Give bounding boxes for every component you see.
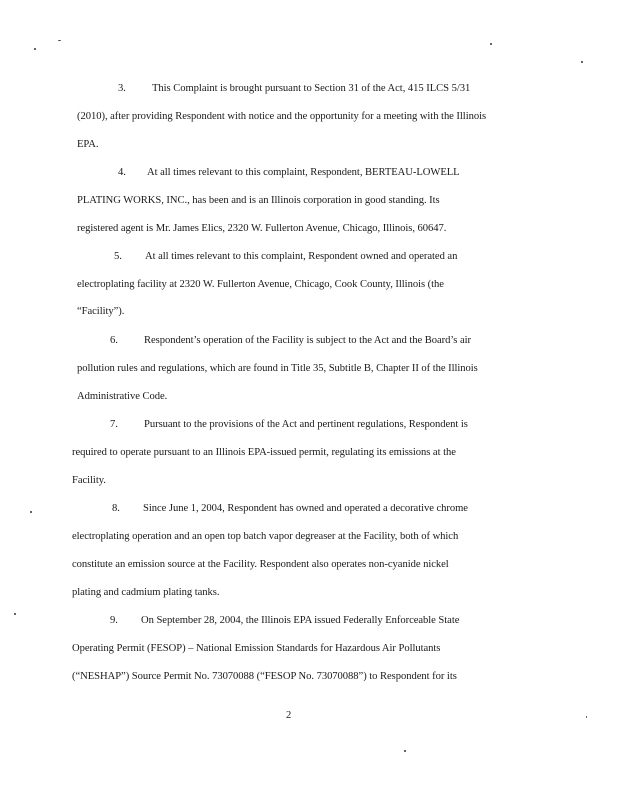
paragraph-number: 9.	[110, 615, 118, 626]
paragraph-line: At all times relevant to this complaint, Respondent owned and operated an	[145, 251, 458, 262]
paragraph-number: 7.	[110, 419, 118, 430]
paragraph-line: electroplating facility at 2320 W. Fullerton Avenue, Chicago, Cook County, Illinois (the	[77, 279, 444, 290]
paragraph-line: (“NESHAP”) Source Permit No. 73070088 (“FESOP No. 73070088”) to Respondent for its	[72, 671, 457, 682]
page-number: 2	[286, 710, 292, 721]
scan-speck	[34, 48, 36, 50]
paragraph-line: required to operate pursuant to an Illinois EPA-issued permit, regulating its emissions at the	[72, 447, 456, 458]
scan-speck	[490, 43, 492, 45]
scan-speck	[581, 61, 583, 63]
paragraph-line: Pursuant to the provisions of the Act and pertinent regulations, Respondent is	[144, 419, 468, 430]
paragraph-line: On September 28, 2004, the Illinois EPA issued Federally Enforceable State	[141, 615, 460, 626]
scan-speck	[14, 613, 16, 615]
paragraph-line: (2010), after providing Respondent with notice and the opportunity for a meeting with the Illinois	[77, 111, 487, 122]
paragraph-line: Operating Permit (FESOP) – National Emission Standards for Hazardous Air Pollutants	[72, 643, 441, 654]
paragraph-number: 6.	[110, 335, 118, 346]
paragraph-line: This Complaint is brought pursuant to Section 31 of the Act, 415 ILCS 5/31	[152, 83, 471, 94]
paragraph-line: “Facility”).	[77, 306, 125, 317]
paragraph-number: 4.	[118, 167, 126, 178]
paragraph-number: 3.	[118, 83, 126, 94]
scan-speck	[586, 716, 587, 718]
paragraph-number: 5.	[114, 251, 122, 262]
paragraph-line: pollution rules and regulations, which are found in Title 35, Subtitle B, Chapter II of the Illinois	[77, 363, 478, 374]
paragraph-line: Respondent’s operation of the Facility is subject to the Act and the Board’s air	[144, 335, 471, 346]
scan-speck	[30, 511, 32, 513]
paragraph-line: PLATING WORKS, INC., has been and is an Illinois corporation in good standing. Its	[77, 195, 440, 206]
paragraph-line: registered agent is Mr. James Elics, 2320 W. Fullerton Avenue, Chicago, Illinois, 60647.	[77, 223, 447, 234]
paragraph-line: Facility.	[72, 475, 106, 486]
scan-speck	[58, 40, 61, 41]
paragraph-line: EPA.	[77, 139, 99, 150]
paragraph-number: 8.	[112, 503, 120, 514]
paragraph-line: Since June 1, 2004, Respondent has owned and operated a decorative chrome	[143, 503, 468, 514]
paragraph-line: plating and cadmium plating tanks.	[72, 587, 220, 598]
paragraph-line: constitute an emission source at the Facility. Respondent also operates non-cyanide nickel	[72, 559, 449, 570]
paragraph-line: At all times relevant to this complaint, Respondent, BERTEAU-LOWELL	[147, 167, 460, 178]
paragraph-line: Administrative Code.	[77, 391, 168, 402]
scan-speck	[404, 750, 406, 752]
paragraph-line: electroplating operation and an open top batch vapor degreaser at the Facility, both of which	[72, 531, 459, 542]
